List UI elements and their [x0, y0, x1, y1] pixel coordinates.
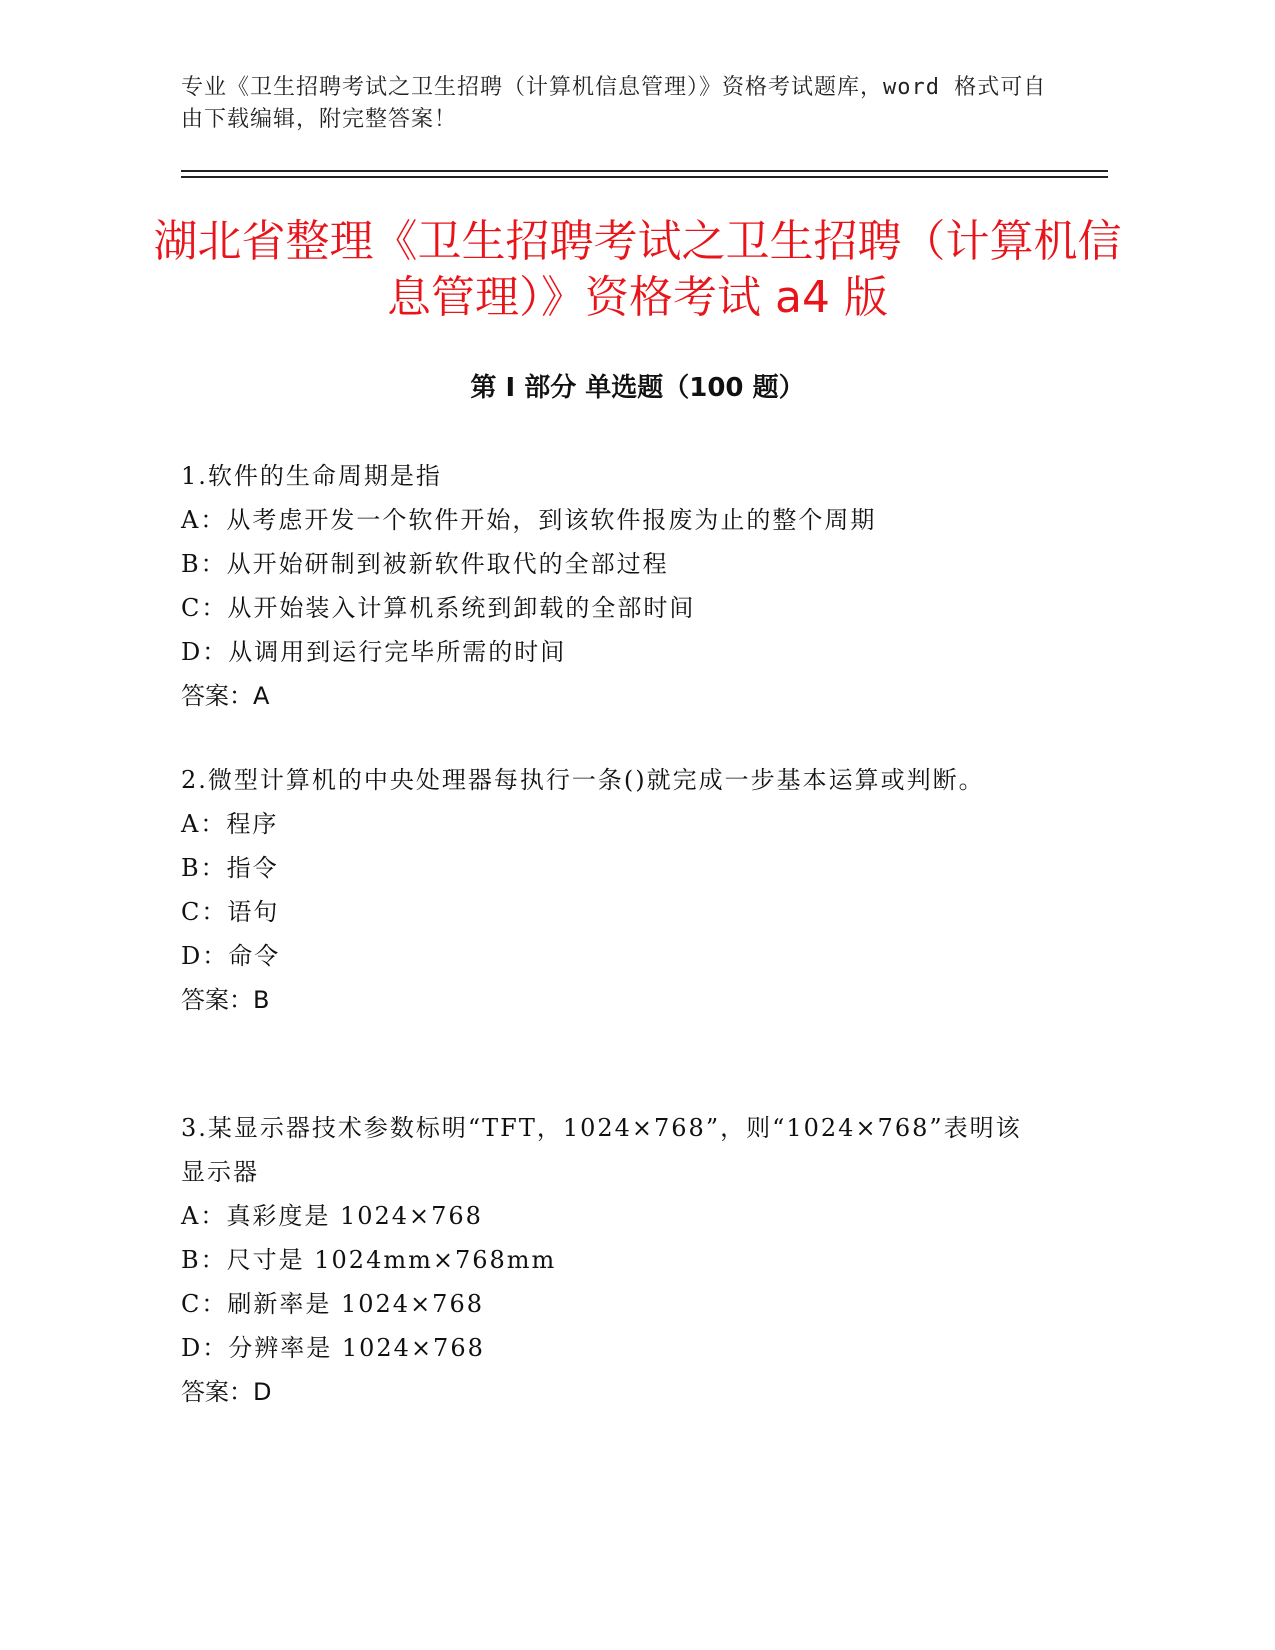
option-c: C：从开始装入计算机系统到卸载的全部时间: [181, 594, 696, 622]
option-d: D：从调用到运行完毕所需的时间: [181, 638, 567, 666]
question-3: [181, 1106, 1041, 1414]
option-a: A：从考虑开发一个软件开始，到该软件报废为止的整个周期: [181, 506, 877, 534]
answer-line: 答案：B: [181, 986, 270, 1014]
answer-line: 答案：D: [181, 1378, 272, 1406]
option-c: C：语句: [181, 898, 280, 926]
option-d: D：命令: [181, 942, 281, 970]
option-d: D：分辨率是 1024×768: [181, 1334, 485, 1362]
question-1: [181, 454, 1041, 718]
section-heading: 第 I 部分 单选题（100 题）: [470, 373, 805, 403]
option-a: A：真彩度是 1024×768: [181, 1202, 483, 1230]
question-stem: 1.软件的生命周期是指: [181, 462, 442, 490]
answer-line: 答案：A: [181, 682, 270, 710]
option-b: B：尺寸是 1024mm×768mm: [181, 1246, 557, 1274]
header-divider-top: [181, 170, 1108, 172]
question-stem: 3.某显示器技术参数标明“TFT，1024×768”，则“1024×768”表明该显示器: [181, 1114, 1022, 1186]
document-title: 湖北省整理《卫生招聘考试之卫生招聘（计算机信息管理）》资格考试 a4 版: [153, 216, 1122, 323]
option-b: B：指令: [181, 854, 279, 882]
option-b: B：从开始研制到被新软件取代的全部过程: [181, 550, 669, 578]
header-divider-bottom: [181, 176, 1108, 178]
option-a: A：程序: [181, 810, 279, 838]
option-c: C：刷新率是 1024×768: [181, 1290, 484, 1318]
header-note: 专业《卫生招聘考试之卫生招聘（计算机信息管理）》资格考试题库，word 格式可自由下载编辑，附完整答案！: [181, 75, 1047, 132]
question-stem: 2.微型计算机的中央处理器每执行一条()就完成一步基本运算或判断。: [181, 766, 985, 794]
question-2: [181, 758, 1041, 1022]
